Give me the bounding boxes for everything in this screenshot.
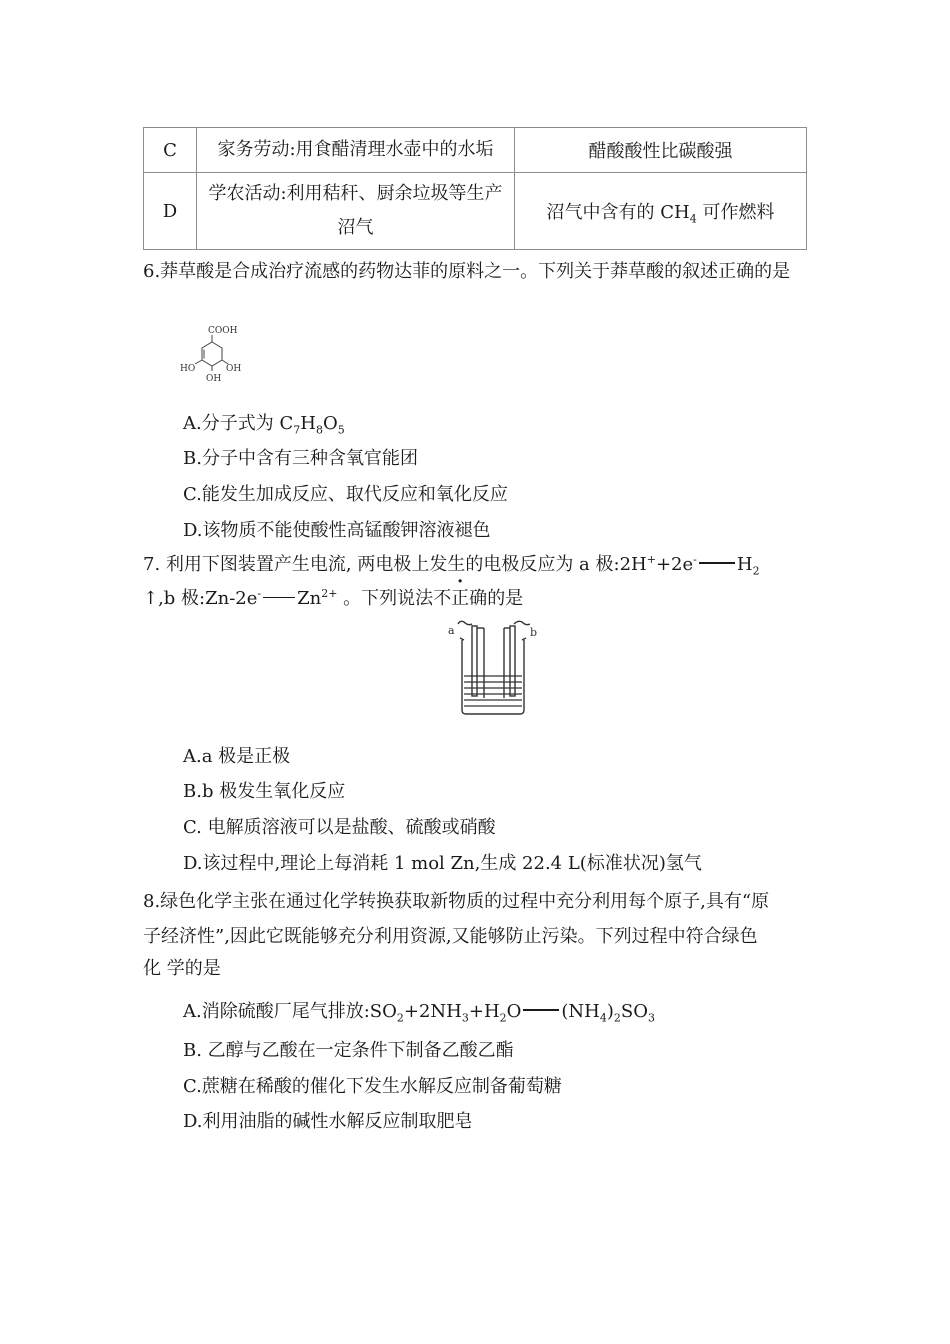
subscript: 2 <box>752 564 760 578</box>
formula-subscript: 7 <box>293 423 301 437</box>
electrode-b-label: b <box>530 626 538 639</box>
row-letter: C <box>144 128 197 173</box>
table-row <box>144 173 807 250</box>
formula-ch: CH <box>660 202 690 223</box>
superscript: - <box>257 587 262 600</box>
formula-subscript: 5 <box>337 423 345 437</box>
formula-part: ) <box>606 1001 614 1022</box>
q8-option-d[interactable]: D.利用油脂的碱性水解反应制取肥皂 <box>183 1111 473 1132</box>
stem-text: Zn <box>297 588 322 609</box>
question-8-line3: 化 学的是 <box>143 958 221 979</box>
stem-text: +2e <box>655 554 694 575</box>
option-text: A.分子式为 <box>183 413 280 434</box>
formula-subscript: 2 <box>613 1011 621 1025</box>
reaction-equals-sign <box>523 1009 559 1011</box>
stem-text: H <box>736 554 753 575</box>
shikimic-acid-structure <box>178 322 248 388</box>
formula-subscript: 4 <box>689 212 697 226</box>
superscript: - <box>693 553 697 566</box>
q8-option-a[interactable] <box>183 998 655 1026</box>
row-explanation <box>515 173 807 250</box>
question-8-line2: 子经济性”,因此它既能够充分利用资源,又能够防止污染。下列过程中符合绿色 <box>143 926 758 947</box>
formula-part: O <box>322 413 338 434</box>
q8-option-b[interactable]: B. 乙醇与乙酸在一定条件下制备乙酸乙酯 <box>183 1040 514 1061</box>
reaction-equals-sign <box>699 562 735 564</box>
row-activity-line1: 学农活动:利用秸秆、厨余垃圾等生产 <box>208 183 503 204</box>
row-explanation: 醋酸酸性比碳酸强 <box>515 128 807 173</box>
option-text: A.消除硫酸厂尾气排放:SO <box>183 1001 397 1022</box>
explanation-text: 沼气中含有的 <box>546 202 661 223</box>
formula-part: C <box>279 413 294 434</box>
q8-option-c[interactable]: C.蔗糖在稀酸的催化下发生水解反应制备葡萄糖 <box>183 1076 562 1097</box>
q7-option-b[interactable]: B.b 极发生氧化反应 <box>183 781 346 802</box>
question-7-line2 <box>143 585 523 613</box>
superscript: + <box>646 553 656 566</box>
stem-text: 。下列说法 <box>337 588 434 609</box>
question-7-line1 <box>143 551 760 579</box>
q7-option-c[interactable]: C. 电解质溶液可以是盐酸、硫酸或硝酸 <box>183 817 496 838</box>
q7-option-a[interactable]: A.a 极是正极 <box>183 746 291 767</box>
formula-subscript: 2 <box>499 1011 507 1025</box>
formula-subscript: 4 <box>599 1011 607 1025</box>
formula-subscript: 3 <box>648 1011 656 1025</box>
row-letter: D <box>144 173 197 250</box>
q6-option-c[interactable]: C.能发生加成反应、取代反应和氧化反应 <box>183 484 508 505</box>
q6-option-d[interactable]: D.该物质不能使酸性高锰酸钾溶液褪色 <box>183 520 491 541</box>
oh-right-label: OH <box>226 364 242 374</box>
formula-part: O <box>506 1001 522 1022</box>
question-6-stem: 6.莽草酸是合成治疗流感的药物达菲的原料之一。下列关于莽草酸的叙述正确的是 <box>143 261 791 282</box>
ho-left-label: HO <box>180 364 196 374</box>
stem-text: 7. 利用下图装置产生电流, 两电极上发生的电极反应为 a 极:2H <box>143 554 647 575</box>
row-activity: 家务劳动:用食醋清理水壶中的水垢 <box>197 128 515 173</box>
electrode-a-label: a <box>448 624 455 637</box>
superscript: 2+ <box>321 587 338 600</box>
emphasis-text: 不正确 <box>433 588 488 609</box>
explanation-text: 可作燃料 <box>696 202 775 223</box>
formula-part: +H <box>468 1001 500 1022</box>
row-activity <box>197 173 515 250</box>
row-activity-line2: 沼气 <box>337 217 374 238</box>
q7-option-d[interactable]: D.该过程中,理论上每消耗 1 mol Zn,生成 22.4 L(标准状况)氢气 <box>183 853 702 874</box>
formula-part: (NH <box>561 1001 600 1022</box>
question-8-line1: 8.绿色化学主张在通过化学转换获取新物质的过程中充分利用每个原子,具有“原 <box>143 891 770 912</box>
oh-bottom-label: OH <box>206 374 222 384</box>
table-row <box>144 128 807 173</box>
formula-subscript: 8 <box>315 423 323 437</box>
formula-subscript: 2 <box>396 1011 404 1025</box>
formula-part: +2NH <box>403 1001 462 1022</box>
formula-part: H <box>300 413 316 434</box>
formula-part: SO <box>620 1001 649 1022</box>
stem-text: 的是 <box>487 588 524 609</box>
q6-option-a[interactable] <box>183 410 345 438</box>
cooh-label: COOH <box>208 326 238 336</box>
formula-subscript: 3 <box>461 1011 469 1025</box>
stem-text: ↑,b 极:Zn-2e <box>143 588 258 609</box>
galvanic-cell-figure <box>444 618 544 718</box>
q6-option-b[interactable]: B.分子中含有三种含氧官能团 <box>183 448 418 469</box>
reaction-equals-sign <box>263 597 295 598</box>
answer-table <box>143 127 807 250</box>
